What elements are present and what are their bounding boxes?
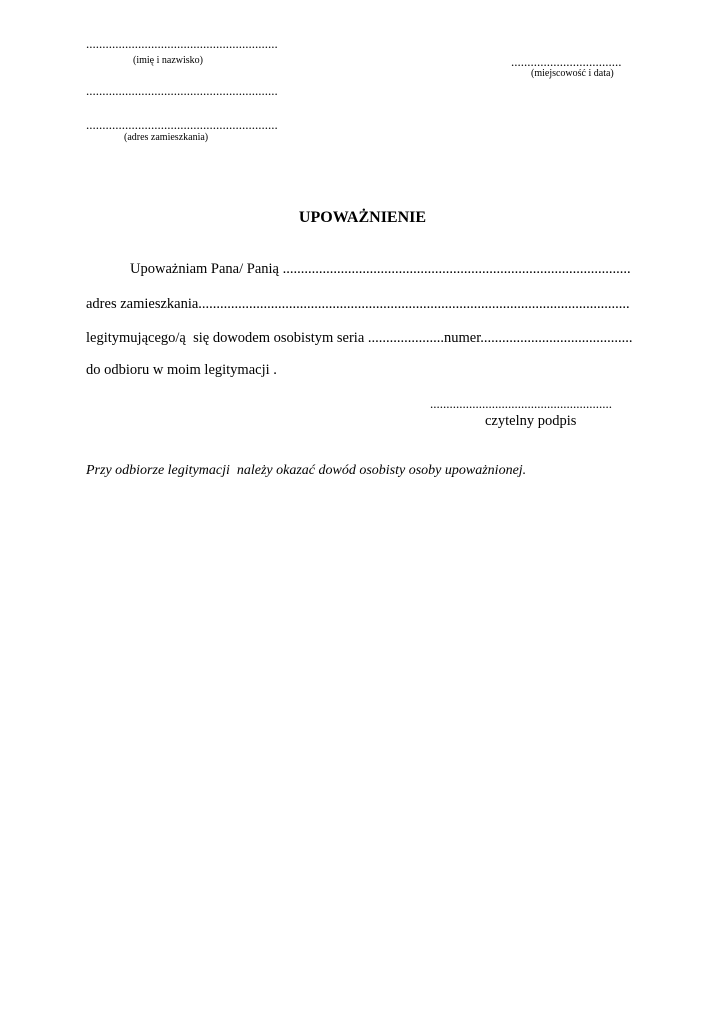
name-caption: (imię i nazwisko) — [133, 55, 203, 66]
document-title: UPOWAŻNIENIE — [298, 209, 427, 226]
name-line: ........................................................... — [86, 36, 278, 51]
body-line-authorize: Upoważniam Pana/ Panią ................................................................................................ — [130, 261, 631, 277]
address-line: ........................................................... — [86, 117, 278, 132]
second-line: ........................................................... — [86, 83, 278, 98]
note-text: Przy odbiorze legitymacji należy okazać dowód osobisty osoby upoważnionej. — [86, 463, 527, 478]
address-caption: (adres zamieszkania) — [124, 132, 209, 143]
place-date-line: .................................. — [511, 54, 622, 69]
place-date-caption: (miejscowość i data) — [531, 68, 614, 79]
signature-line: ........................................................ — [430, 396, 612, 411]
body-line-id: legitymującego/ą się dowodem osobistym seria .....................numer.......................................... — [86, 330, 633, 346]
body-line-address: adres zamieszkania....................................................................................................................... — [86, 296, 630, 312]
signature-caption: czytelny podpis — [485, 413, 577, 429]
body-line-purpose: do odbioru w moim legitymacji . — [86, 362, 277, 378]
